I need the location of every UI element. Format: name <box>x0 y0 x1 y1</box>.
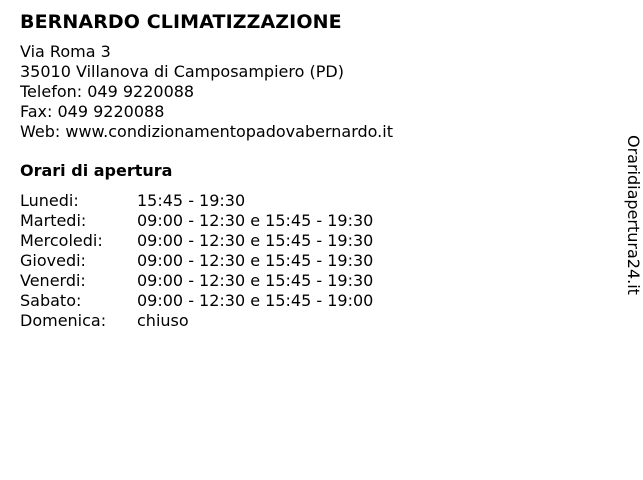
site-watermark: Oraridiapertura24.it <box>624 135 643 295</box>
day-label: Giovedi: <box>20 251 86 270</box>
hours-row-wednesday <box>20 231 580 251</box>
day-label: Venerdi: <box>20 271 86 290</box>
business-name: BERNARDO CLIMATIZZAZIONE <box>20 11 342 33</box>
fax-number: Fax: 049 9220088 <box>20 102 165 121</box>
contact-info <box>20 42 580 142</box>
time-value: 09:00 - 12:30 e 15:45 - 19:30 <box>137 231 374 250</box>
time-value: 09:00 - 12:30 e 15:45 - 19:30 <box>137 271 374 290</box>
day-label: Mercoledi: <box>20 231 103 250</box>
hours-row-thursday <box>20 251 580 271</box>
time-value: 09:00 - 12:30 e 15:45 - 19:30 <box>137 211 374 230</box>
day-label: Lunedi: <box>20 191 79 210</box>
opening-hours-title: Orari di apertura <box>20 161 173 180</box>
time-value: 09:00 - 12:30 e 15:45 - 19:30 <box>137 251 374 270</box>
day-label: Martedi: <box>20 211 87 230</box>
address-city: 35010 Villanova di Camposampiero (PD) <box>20 62 344 81</box>
business-card <box>20 10 580 331</box>
day-label: Sabato: <box>20 291 82 310</box>
hours-row-friday <box>20 271 580 291</box>
time-value: 09:00 - 12:30 e 15:45 - 19:00 <box>137 291 374 310</box>
hours-row-monday <box>20 191 580 211</box>
phone-number: Telefon: 049 9220088 <box>20 82 195 101</box>
website-link[interactable]: Web: www.condizionamentopadovabernardo.it <box>20 122 393 141</box>
day-label: Domenica: <box>20 311 107 330</box>
address-street: Via Roma 3 <box>20 42 111 61</box>
hours-row-sunday <box>20 311 580 331</box>
time-value: chiuso <box>137 311 189 330</box>
hours-row-saturday <box>20 291 580 311</box>
time-value: 15:45 - 19:30 <box>137 191 246 210</box>
opening-hours-table <box>20 191 580 331</box>
hours-row-tuesday <box>20 211 580 231</box>
